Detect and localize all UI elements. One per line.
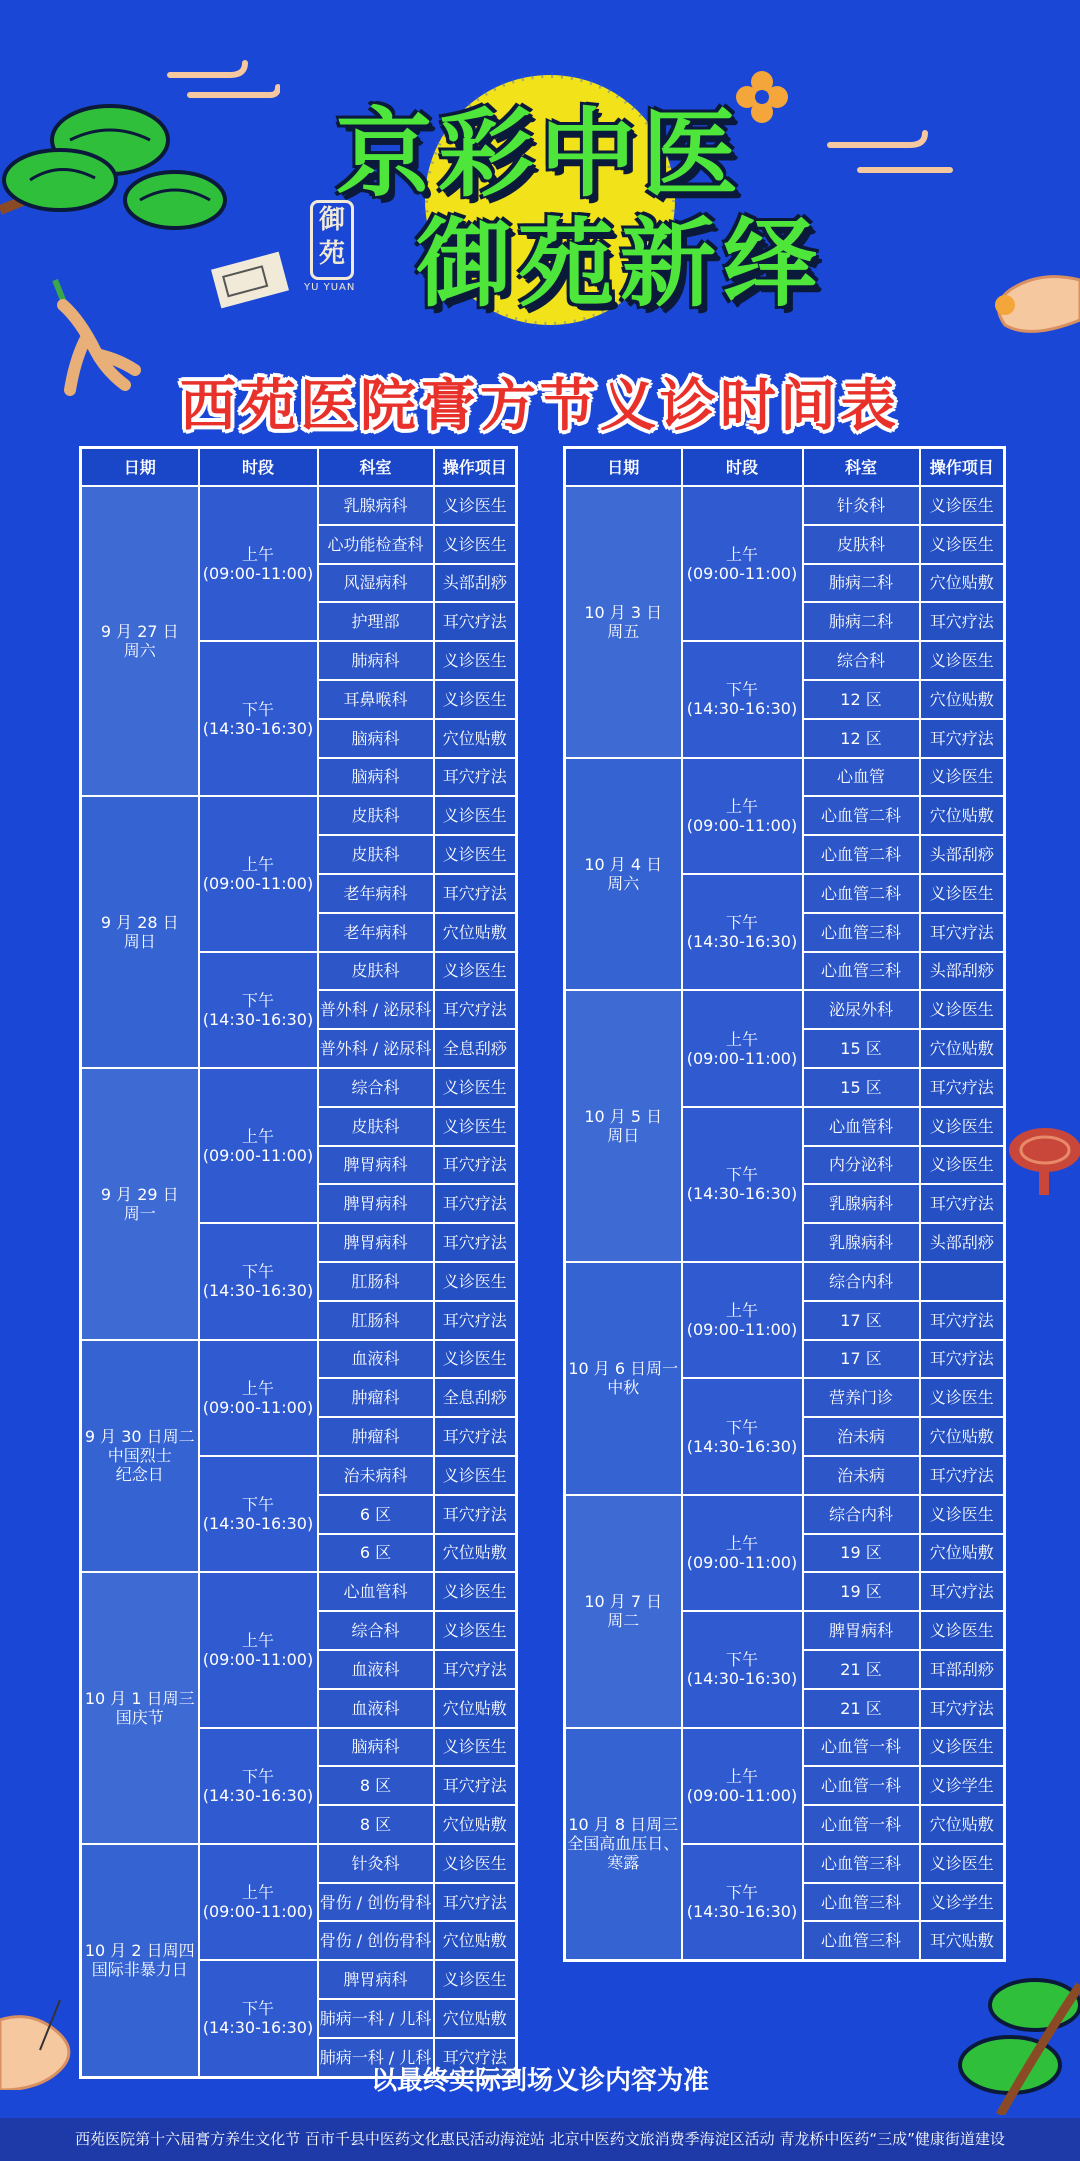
schedule-table-left bbox=[79, 446, 518, 2079]
table-row bbox=[81, 1844, 517, 1883]
table-row bbox=[81, 796, 517, 835]
department-cell: 针灸科 bbox=[318, 1844, 434, 1883]
date-cell: 10 月 8 日周三 全国高血压日、 寒露 bbox=[565, 1728, 682, 1961]
department-cell: 风湿病科 bbox=[318, 564, 434, 603]
department-cell: 脑病科 bbox=[318, 719, 434, 758]
period-cell: 上午 (09:00-11:00) bbox=[199, 1844, 318, 1960]
period-cell: 上午 (09:00-11:00) bbox=[682, 1728, 803, 1844]
department-cell: 17 区 bbox=[803, 1340, 920, 1379]
period-cell: 上午 (09:00-11:00) bbox=[682, 1262, 803, 1378]
period-cell: 下午 (14:30-16:30) bbox=[199, 1960, 318, 2077]
department-cell: 乳腺病科 bbox=[318, 486, 434, 525]
operation-cell: 耳穴疗法 bbox=[434, 758, 517, 797]
department-cell: 心血管三科 bbox=[803, 952, 920, 991]
date-cell: 10 月 1 日周三 国庆节 bbox=[81, 1572, 199, 1844]
seal-english: YU YUAN bbox=[304, 282, 356, 293]
period-cell: 下午 (14:30-16:30) bbox=[682, 1107, 803, 1262]
department-cell: 心血管三科 bbox=[803, 1883, 920, 1922]
department-cell: 综合科 bbox=[318, 1611, 434, 1650]
department-cell: 心功能检查科 bbox=[318, 525, 434, 564]
header bbox=[0, 0, 1080, 440]
operation-cell: 义诊学生 bbox=[920, 1883, 1005, 1922]
department-cell: 肛肠科 bbox=[318, 1301, 434, 1340]
header-period: 时段 bbox=[199, 448, 318, 487]
operation-cell: 义诊医生 bbox=[434, 1844, 517, 1883]
department-cell: 19 区 bbox=[803, 1534, 920, 1573]
department-cell: 针灸科 bbox=[803, 486, 920, 525]
operation-cell: 义诊医生 bbox=[920, 874, 1005, 913]
operation-cell: 义诊医生 bbox=[920, 990, 1005, 1029]
operation-cell: 全息刮痧 bbox=[434, 1029, 517, 1068]
operation-cell: 耳穴疗法 bbox=[920, 719, 1005, 758]
period-cell: 下午 (14:30-16:30) bbox=[199, 641, 318, 796]
period-cell: 上午 (09:00-11:00) bbox=[682, 990, 803, 1106]
period-cell: 下午 (14:30-16:30) bbox=[682, 874, 803, 990]
operation-cell: 义诊医生 bbox=[434, 641, 517, 680]
header-date: 日期 bbox=[565, 448, 682, 487]
date-cell: 10 月 4 日 周六 bbox=[565, 758, 682, 991]
operation-cell: 义诊医生 bbox=[920, 1728, 1005, 1767]
period-cell: 下午 (14:30-16:30) bbox=[682, 641, 803, 757]
department-cell: 脾胃病科 bbox=[803, 1611, 920, 1650]
operation-cell: 义诊医生 bbox=[920, 1378, 1005, 1417]
date-cell: 9 月 29 日 周一 bbox=[81, 1068, 199, 1340]
operation-cell: 义诊医生 bbox=[434, 1456, 517, 1495]
operation-cell: 穴位贴敷 bbox=[920, 1805, 1005, 1844]
department-cell: 内分泌科 bbox=[803, 1146, 920, 1185]
operation-cell: 耳穴疗法 bbox=[920, 1456, 1005, 1495]
operation-cell: 义诊医生 bbox=[920, 1611, 1005, 1650]
operation-cell: 耳穴疗法 bbox=[920, 1301, 1005, 1340]
table-row bbox=[565, 486, 1005, 525]
period-cell: 上午 (09:00-11:00) bbox=[682, 1495, 803, 1611]
operation-cell: 耳穴疗法 bbox=[434, 602, 517, 641]
table-row bbox=[565, 1262, 1005, 1301]
department-cell: 15 区 bbox=[803, 1029, 920, 1068]
department-cell: 综合科 bbox=[803, 641, 920, 680]
department-cell: 8 区 bbox=[318, 1766, 434, 1805]
department-cell: 心血管二科 bbox=[803, 835, 920, 874]
department-cell: 8 区 bbox=[318, 1805, 434, 1844]
department-cell: 血液科 bbox=[318, 1650, 434, 1689]
department-cell: 综合内科 bbox=[803, 1495, 920, 1534]
department-cell: 心血管科 bbox=[803, 1107, 920, 1146]
operation-cell: 耳穴疗法 bbox=[434, 1417, 517, 1456]
operation-cell: 义诊医生 bbox=[434, 1572, 517, 1611]
operation-cell: 义诊医生 bbox=[434, 1068, 517, 1107]
department-cell: 15 区 bbox=[803, 1068, 920, 1107]
department-cell: 肛肠科 bbox=[318, 1262, 434, 1301]
operation-cell: 穴位贴敷 bbox=[434, 1689, 517, 1728]
operation-cell: 耳穴疗法 bbox=[434, 990, 517, 1029]
department-cell: 肺病科 bbox=[318, 641, 434, 680]
department-cell: 心血管一科 bbox=[803, 1805, 920, 1844]
header-operation: 操作项目 bbox=[434, 448, 517, 487]
operation-cell: 穴位贴敷 bbox=[920, 1534, 1005, 1573]
operation-cell: 耳穴疗法 bbox=[920, 913, 1005, 952]
period-cell: 上午 (09:00-11:00) bbox=[682, 486, 803, 641]
footer-bar: 西苑医院第十六届膏方养生文化节 百市千县中医药文化惠民活动海淀站 北京中医药文旅消费季海淀区活动 青龙桥中医药“三成”健康街道建设 bbox=[0, 2118, 1080, 2161]
date-cell: 10 月 6 日周一 中秋 bbox=[565, 1262, 682, 1495]
operation-cell: 义诊医生 bbox=[920, 1495, 1005, 1534]
period-cell: 下午 (14:30-16:30) bbox=[199, 1456, 318, 1572]
header-period: 时段 bbox=[682, 448, 803, 487]
operation-cell: 穴位贴敷 bbox=[434, 719, 517, 758]
operation-cell: 耳穴疗法 bbox=[920, 1689, 1005, 1728]
operation-cell: 耳穴疗法 bbox=[434, 1223, 517, 1262]
period-cell: 下午 (14:30-16:30) bbox=[199, 952, 318, 1068]
department-cell: 皮肤科 bbox=[318, 1107, 434, 1146]
operation-cell: 耳穴疗法 bbox=[920, 602, 1005, 641]
operation-cell: 义诊医生 bbox=[920, 758, 1005, 797]
operation-cell: 耳穴疗法 bbox=[434, 1766, 517, 1805]
department-cell: 皮肤科 bbox=[318, 835, 434, 874]
operation-cell: 穴位贴敷 bbox=[434, 913, 517, 952]
department-cell: 脾胃病科 bbox=[318, 1146, 434, 1185]
operation-cell: 义诊医生 bbox=[434, 1340, 517, 1379]
department-cell: 普外科 / 泌尿科 bbox=[318, 1029, 434, 1068]
operation-cell: 穴位贴敷 bbox=[434, 1999, 517, 2038]
period-cell: 上午 (09:00-11:00) bbox=[199, 796, 318, 951]
operation-cell: 义诊医生 bbox=[434, 1262, 517, 1301]
department-cell: 护理部 bbox=[318, 602, 434, 641]
department-cell: 6 区 bbox=[318, 1495, 434, 1534]
table-row bbox=[81, 1572, 517, 1611]
schedule-subtitle: 西苑医院膏方节义诊时间表 bbox=[180, 374, 900, 439]
operation-cell: 穴位贴敷 bbox=[920, 564, 1005, 603]
department-cell: 皮肤科 bbox=[318, 952, 434, 991]
department-cell: 皮肤科 bbox=[318, 796, 434, 835]
department-cell: 心血管三科 bbox=[803, 913, 920, 952]
operation-cell: 耳穴疗法 bbox=[434, 874, 517, 913]
operation-cell: 耳穴疗法 bbox=[920, 1572, 1005, 1611]
department-cell: 12 区 bbox=[803, 719, 920, 758]
table-row bbox=[81, 1340, 517, 1379]
period-cell: 下午 (14:30-16:30) bbox=[682, 1378, 803, 1494]
department-cell: 17 区 bbox=[803, 1301, 920, 1340]
period-cell: 下午 (14:30-16:30) bbox=[682, 1844, 803, 1961]
operation-cell: 义诊医生 bbox=[434, 835, 517, 874]
department-cell: 治未病科 bbox=[318, 1456, 434, 1495]
operation-cell: 义诊医生 bbox=[434, 525, 517, 564]
operation-cell: 义诊学生 bbox=[920, 1766, 1005, 1805]
operation-cell: 义诊医生 bbox=[434, 1107, 517, 1146]
operation-cell: 耳穴疗法 bbox=[434, 1184, 517, 1223]
department-cell: 营养门诊 bbox=[803, 1378, 920, 1417]
schedule-body-right bbox=[565, 486, 1005, 1961]
date-cell: 9 月 28 日 周日 bbox=[81, 796, 199, 1068]
table-row bbox=[565, 758, 1005, 797]
department-cell: 脾胃病科 bbox=[318, 1223, 434, 1262]
footer-note: 以最终实际到场义诊内容为准 bbox=[370, 2066, 709, 2096]
department-cell: 6 区 bbox=[318, 1534, 434, 1573]
operation-cell: 义诊医生 bbox=[920, 1146, 1005, 1185]
department-cell: 老年病科 bbox=[318, 874, 434, 913]
department-cell: 老年病科 bbox=[318, 913, 434, 952]
department-cell: 皮肤科 bbox=[803, 525, 920, 564]
operation-cell bbox=[920, 1262, 1005, 1301]
date-cell: 10 月 2 日周四 国际非暴力日 bbox=[81, 1844, 199, 2077]
operation-cell: 穴位贴敷 bbox=[434, 1921, 517, 1960]
department-cell: 血液科 bbox=[318, 1689, 434, 1728]
department-cell: 脾胃病科 bbox=[318, 1960, 434, 1999]
period-cell: 下午 (14:30-16:30) bbox=[199, 1223, 318, 1339]
table-row bbox=[565, 990, 1005, 1029]
date-cell: 10 月 7 日 周二 bbox=[565, 1495, 682, 1728]
department-cell: 肺病一科 / 儿科 bbox=[318, 2038, 434, 2077]
department-cell: 脑病科 bbox=[318, 1728, 434, 1767]
department-cell: 乳腺病科 bbox=[803, 1184, 920, 1223]
department-cell: 骨伤 / 创伤骨科 bbox=[318, 1921, 434, 1960]
operation-cell: 头部刮痧 bbox=[434, 564, 517, 603]
operation-cell: 义诊医生 bbox=[434, 680, 517, 719]
department-cell: 肿瘤科 bbox=[318, 1417, 434, 1456]
operation-cell: 义诊医生 bbox=[434, 1611, 517, 1650]
operation-cell: 耳穴疗法 bbox=[434, 1883, 517, 1922]
department-cell: 21 区 bbox=[803, 1650, 920, 1689]
department-cell: 心血管 bbox=[803, 758, 920, 797]
department-cell: 骨伤 / 创伤骨科 bbox=[318, 1883, 434, 1922]
department-cell: 泌尿外科 bbox=[803, 990, 920, 1029]
department-cell: 心血管三科 bbox=[803, 1921, 920, 1960]
department-cell: 心血管科 bbox=[318, 1572, 434, 1611]
operation-cell: 义诊医生 bbox=[920, 1107, 1005, 1146]
operation-cell: 耳穴疗法 bbox=[434, 1495, 517, 1534]
operation-cell: 耳穴疗法 bbox=[434, 1650, 517, 1689]
date-cell: 9 月 30 日周二 中国烈士 纪念日 bbox=[81, 1340, 199, 1573]
table-row bbox=[565, 1495, 1005, 1534]
table-row bbox=[81, 486, 517, 525]
operation-cell: 头部刮痧 bbox=[920, 835, 1005, 874]
period-cell: 下午 (14:30-16:30) bbox=[682, 1611, 803, 1727]
period-cell: 上午 (09:00-11:00) bbox=[199, 1340, 318, 1456]
operation-cell: 穴位贴敷 bbox=[920, 1417, 1005, 1456]
operation-cell: 义诊医生 bbox=[920, 486, 1005, 525]
date-cell: 10 月 5 日 周日 bbox=[565, 990, 682, 1262]
operation-cell: 耳穴疗法 bbox=[434, 2038, 517, 2077]
department-cell: 肿瘤科 bbox=[318, 1378, 434, 1417]
operation-cell: 全息刮痧 bbox=[434, 1378, 517, 1417]
department-cell: 治未病 bbox=[803, 1456, 920, 1495]
operation-cell: 义诊医生 bbox=[434, 952, 517, 991]
operation-cell: 义诊医生 bbox=[434, 1728, 517, 1767]
operation-cell: 义诊医生 bbox=[920, 641, 1005, 680]
operation-cell: 穴位贴敷 bbox=[920, 796, 1005, 835]
department-cell: 乳腺病科 bbox=[803, 1223, 920, 1262]
operation-cell: 耳穴疗法 bbox=[434, 1146, 517, 1185]
operation-cell: 耳穴贴敷 bbox=[920, 1921, 1005, 1960]
department-cell: 综合内科 bbox=[803, 1262, 920, 1301]
period-cell: 上午 (09:00-11:00) bbox=[199, 1068, 318, 1223]
department-cell: 19 区 bbox=[803, 1572, 920, 1611]
department-cell: 肺病二科 bbox=[803, 602, 920, 641]
department-cell: 肺病一科 / 儿科 bbox=[318, 1999, 434, 2038]
header-operation: 操作项目 bbox=[920, 448, 1005, 487]
department-cell: 心血管二科 bbox=[803, 874, 920, 913]
department-cell: 心血管三科 bbox=[803, 1844, 920, 1883]
header-dept: 科室 bbox=[318, 448, 434, 487]
date-cell: 10 月 3 日 周五 bbox=[565, 486, 682, 758]
header-dept: 科室 bbox=[803, 448, 920, 487]
department-cell: 心血管二科 bbox=[803, 796, 920, 835]
operation-cell: 穴位贴敷 bbox=[434, 1534, 517, 1573]
period-cell: 上午 (09:00-11:00) bbox=[682, 758, 803, 874]
department-cell: 心血管一科 bbox=[803, 1766, 920, 1805]
operation-cell: 耳穴疗法 bbox=[920, 1184, 1005, 1223]
operation-cell: 头部刮痧 bbox=[920, 1223, 1005, 1262]
operation-cell: 义诊医生 bbox=[434, 796, 517, 835]
department-cell: 综合科 bbox=[318, 1068, 434, 1107]
department-cell: 12 区 bbox=[803, 680, 920, 719]
main-title-line2: 御苑新绎 bbox=[416, 208, 824, 320]
operation-cell: 穴位贴敷 bbox=[434, 1805, 517, 1844]
department-cell: 普外科 / 泌尿科 bbox=[318, 990, 434, 1029]
operation-cell: 耳穴疗法 bbox=[434, 1301, 517, 1340]
operation-cell: 穴位贴敷 bbox=[920, 680, 1005, 719]
department-cell: 耳鼻喉科 bbox=[318, 680, 434, 719]
main-title-line1: 京彩中医 bbox=[336, 98, 744, 210]
department-cell: 脾胃病科 bbox=[318, 1184, 434, 1223]
operation-cell: 义诊医生 bbox=[434, 486, 517, 525]
operation-cell: 耳穴疗法 bbox=[920, 1340, 1005, 1379]
department-cell: 心血管一科 bbox=[803, 1728, 920, 1767]
department-cell: 肺病二科 bbox=[803, 564, 920, 603]
period-cell: 上午 (09:00-11:00) bbox=[199, 1572, 318, 1727]
period-cell: 下午 (14:30-16:30) bbox=[199, 1728, 318, 1844]
operation-cell: 耳部刮痧 bbox=[920, 1650, 1005, 1689]
operation-cell: 穴位贴敷 bbox=[920, 1029, 1005, 1068]
department-cell: 血液科 bbox=[318, 1340, 434, 1379]
operation-cell: 头部刮痧 bbox=[920, 952, 1005, 991]
operation-cell: 义诊医生 bbox=[920, 1844, 1005, 1883]
operation-cell: 耳穴疗法 bbox=[920, 1068, 1005, 1107]
period-cell: 上午 (09:00-11:00) bbox=[199, 486, 318, 641]
seal-stamp: 御苑 bbox=[310, 200, 354, 280]
date-cell: 9 月 27 日 周六 bbox=[81, 486, 199, 796]
operation-cell: 义诊医生 bbox=[434, 1960, 517, 1999]
mushroom-icon bbox=[1005, 1120, 1080, 1200]
header-date: 日期 bbox=[81, 448, 199, 487]
department-cell: 治未病 bbox=[803, 1417, 920, 1456]
table-row bbox=[81, 1068, 517, 1107]
department-cell: 21 区 bbox=[803, 1689, 920, 1728]
schedule-body-left bbox=[81, 486, 517, 2077]
operation-cell: 义诊医生 bbox=[920, 525, 1005, 564]
department-cell: 脑病科 bbox=[318, 758, 434, 797]
schedule-table-right bbox=[563, 446, 1006, 1962]
table-row bbox=[565, 1728, 1005, 1767]
